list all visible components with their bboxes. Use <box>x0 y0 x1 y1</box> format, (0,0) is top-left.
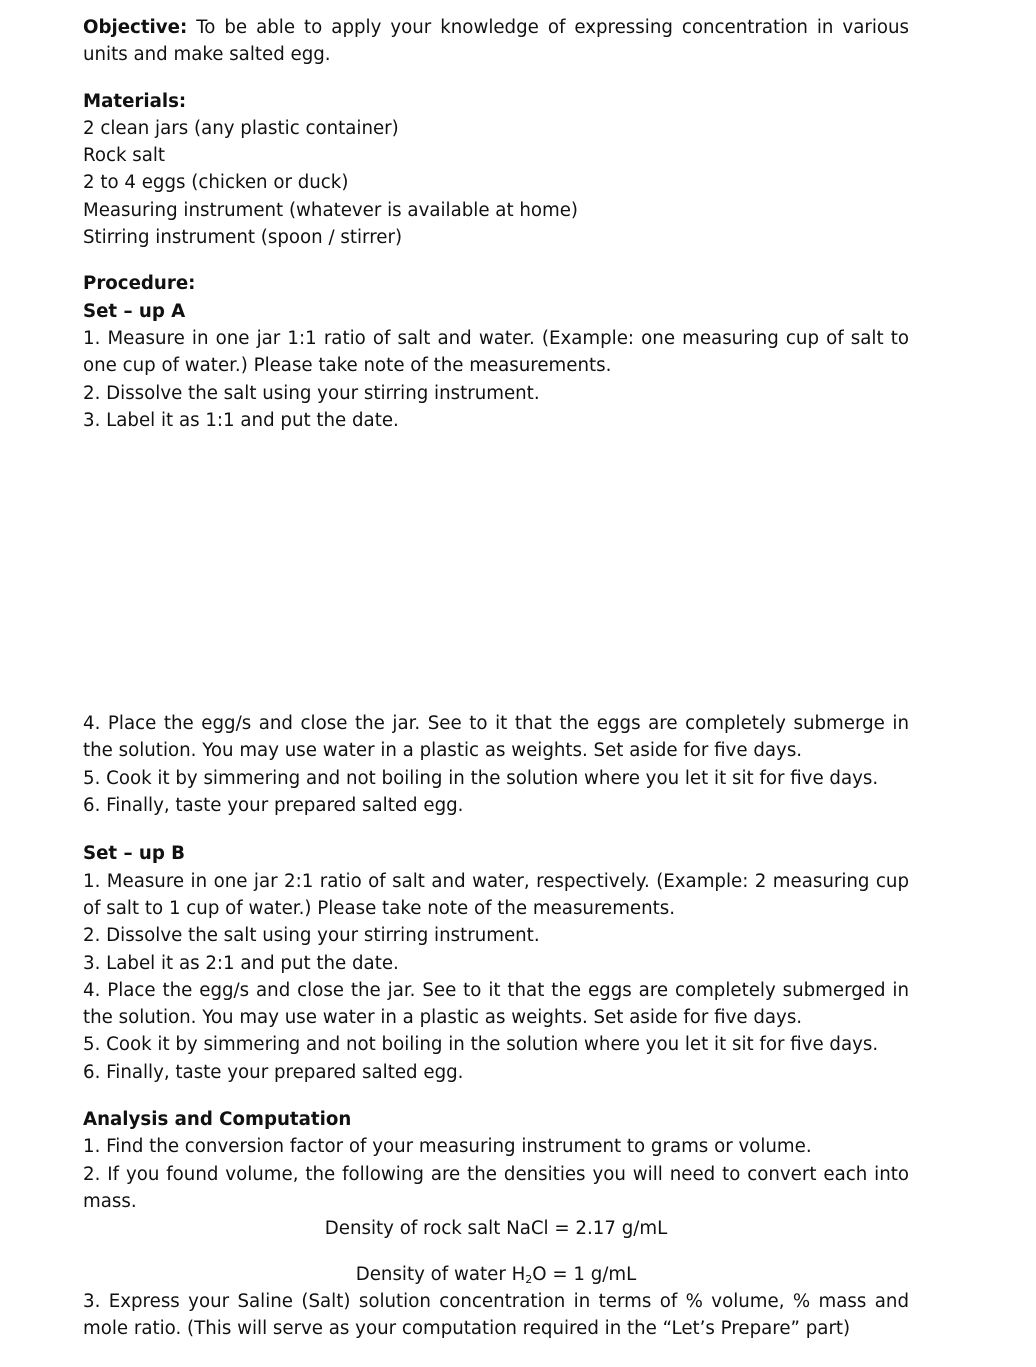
analysis-step: 1. Find the conversion factor of your measuring instrument to grams or volume. <box>83 1136 812 1158</box>
analysis-step: 3. Express your Saline (Salt) solution concentration in terms of % volume, % mass and mole ratio. (This will serve as your computation required in the “Let’s Prepare” part) <box>83 1290 909 1340</box>
density-salt: Density of rock salt NaCl = 2.17 g/mL <box>324 1218 668 1240</box>
setup-b-heading: Set – up B <box>83 843 186 865</box>
setup-b-step: 6. Finally, taste your prepared salted egg. <box>83 1061 464 1083</box>
setup-a-step: 3. Label it as 1:1 and put the date. <box>83 409 399 431</box>
analysis-heading: Analysis and Computation <box>83 1109 352 1131</box>
blank-space <box>83 434 909 710</box>
density-water-prefix: Density of water H <box>355 1263 526 1285</box>
materials-item: Rock salt <box>83 145 166 167</box>
setup-a-step: 5. Cook it by simmering and not boiling in the solution where you let it sit for five days. <box>83 767 879 789</box>
setup-a-step: 4. Place the egg/s and close the jar. See to it that the eggs are completely submerge in the solution. You may use water in a plastic as weights. Set aside for five days. <box>83 713 909 762</box>
density-water-suffix: O = 1 g/mL <box>532 1263 637 1285</box>
setup-a-step: 1. Measure in one jar 1:1 ratio of salt and water. (Example: one measuring cup of salt to one cup of water.) Please take note of the measurements. <box>83 327 909 377</box>
procedure-heading: Procedure: <box>83 273 196 295</box>
analysis-step: 2. If you found volume, the following are the densities you will need to convert each into mass. <box>83 1163 909 1212</box>
materials-item: Measuring instrument (whatever is available at home) <box>83 199 579 221</box>
density-water <box>83 1261 909 1288</box>
materials-item: 2 to 4 eggs (chicken or duck) <box>83 172 349 194</box>
setup-b-step: 5. Cook it by simmering and not boiling in the solution where you let it sit for five days. <box>83 1034 879 1056</box>
objective-text: To be able to apply your knowledge of expressing concentration in various units and make salted egg. <box>83 17 909 66</box>
density-water-subscript: 2 <box>525 1272 533 1286</box>
materials-heading: Materials: <box>83 90 187 112</box>
setup-b-step: 3. Label it as 2:1 and put the date. <box>83 952 399 974</box>
setup-a-step: 2. Dissolve the salt using your stirring instrument. <box>83 382 540 404</box>
setup-a-heading: Set – up A <box>83 300 186 322</box>
setup-b-step: 2. Dissolve the salt using your stirring instrument. <box>83 925 540 947</box>
objective-label: Objective: <box>83 17 188 38</box>
objective-paragraph <box>83 14 909 69</box>
materials-item: Stirring instrument (spoon / stirrer) <box>83 227 403 249</box>
setup-a-step: 6. Finally, taste your prepared salted egg. <box>83 795 464 817</box>
document-page <box>83 14 909 1342</box>
setup-b-step: 1. Measure in one jar 2:1 ratio of salt and water, respectively. (Example: 2 measuring cup of salt to 1 cup of water.) Please take note of the measurements. <box>83 870 909 919</box>
materials-item: 2 clean jars (any plastic container) <box>83 117 399 139</box>
setup-b-step: 4. Place the egg/s and close the jar. See to it that the eggs are completely submerged in the solution. You may use water in a plastic as weights. Set aside for five days. <box>83 979 909 1029</box>
